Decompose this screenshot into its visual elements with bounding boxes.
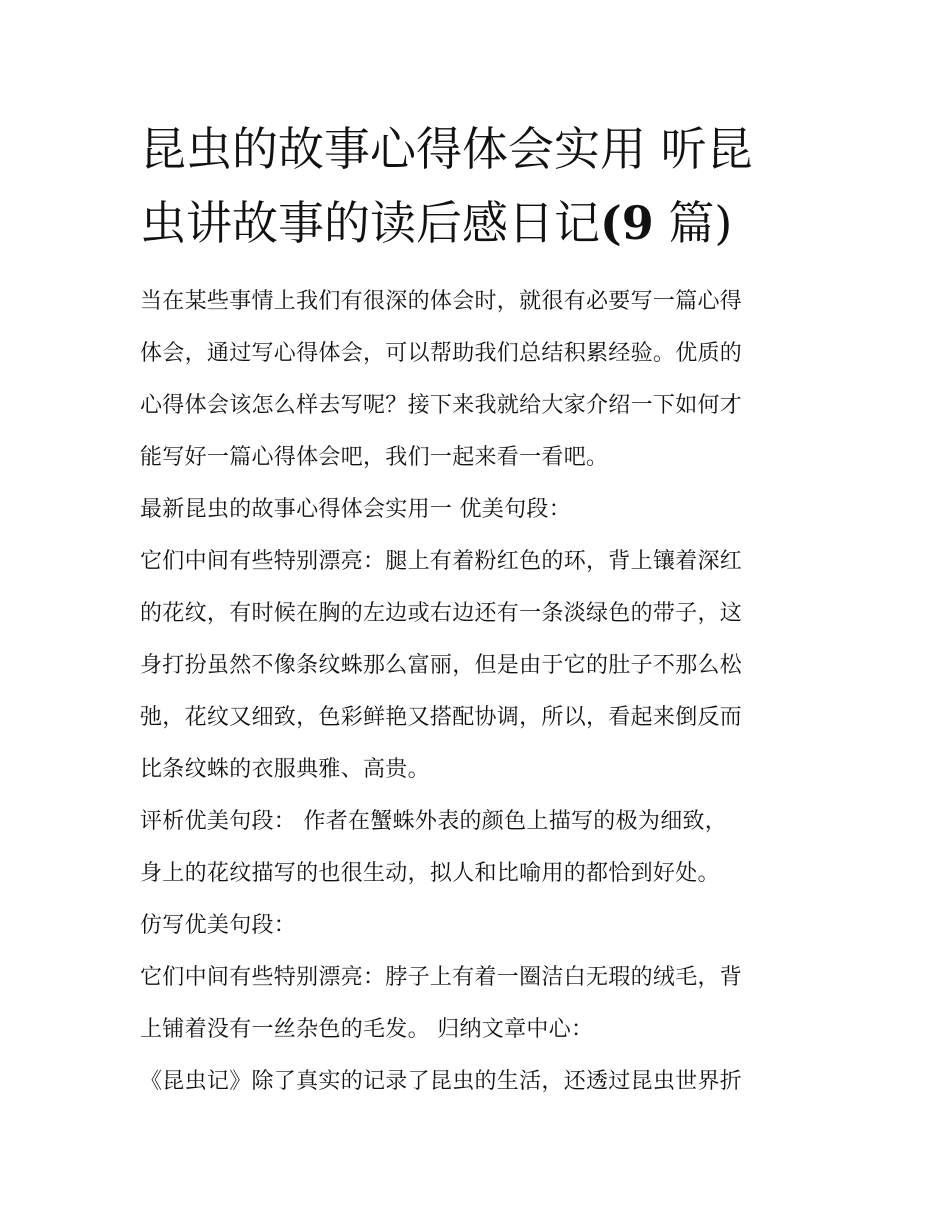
paragraph-line: 的花纹，有时候在胸的左边或右边还有一条淡绿色的带子，这 — [140, 601, 743, 626]
title-line-1: 昆虫的故事心得体会实用 听昆 — [140, 122, 753, 176]
paragraph-line: 当在某些事情上我们有很深的体会时，就很有必要写一篇心得 — [140, 289, 743, 314]
paragraph-line: 最新昆虫的故事心得体会实用一 优美句段： — [140, 497, 571, 522]
excerpt-paragraph — [140, 536, 820, 796]
title-line-2 — [140, 186, 820, 260]
title-line-2-text: 虫讲故事的读后感日记 — [140, 196, 600, 250]
paragraph-line: 它们中间有些特别漂亮：脖子上有着一圈洁白无瑕的绒毛，背 — [140, 965, 743, 990]
paragraph-line: 身上的花纹描写的也很生动，拟人和比喻用的都恰到好处。 — [140, 861, 720, 886]
paragraph-line: 评析优美句段： 作者在蟹蛛外表的颜色上描写的极为细致， — [140, 809, 728, 834]
analysis-continuation — [140, 848, 820, 900]
title-count: (9 — [600, 196, 654, 250]
intro-paragraph — [140, 276, 820, 484]
paragraph-line: 弛，花纹又细致，色彩鲜艳又搭配协调，所以，看起来倒反而 — [140, 705, 743, 730]
paragraph-line: 心得体会该怎么样去写呢？接下来我就给大家介绍一下如何才 — [140, 393, 743, 418]
imitation-continuation — [140, 1004, 820, 1056]
paragraph-line: 上铺着没有一丝杂色的毛发。 归纳文章中心： — [140, 1017, 594, 1042]
paragraph-line: 仿写优美句段： — [140, 913, 297, 938]
imitation-paragraph — [140, 952, 820, 1004]
analysis-paragraph — [140, 796, 820, 848]
paragraph-line: 《昆虫记》除了真实的记录了昆虫的生活，还透过昆虫世界折 — [140, 1069, 743, 1094]
paragraph-line: 它们中间有些特别漂亮：腿上有着粉红色的环，背上镶着深红 — [140, 549, 743, 574]
paragraph-line: 能写好一篇心得体会吧，我们一起来看一看吧。 — [140, 445, 609, 470]
paragraph-line: 比条纹蛛的衣服典雅、高贵。 — [140, 757, 430, 782]
paragraph-line: 身打扮虽然不像条纹蛛那么富丽，但是由于它的肚子不那么松 — [140, 653, 743, 678]
section-heading — [140, 484, 820, 536]
paragraph-line: 体会，通过写心得体会，可以帮助我们总结积累经验。优质的 — [140, 341, 743, 366]
document-title — [140, 112, 820, 260]
title-count-suffix: 篇) — [653, 196, 733, 250]
summary-paragraph — [140, 1056, 820, 1108]
imitation-heading — [140, 900, 820, 952]
